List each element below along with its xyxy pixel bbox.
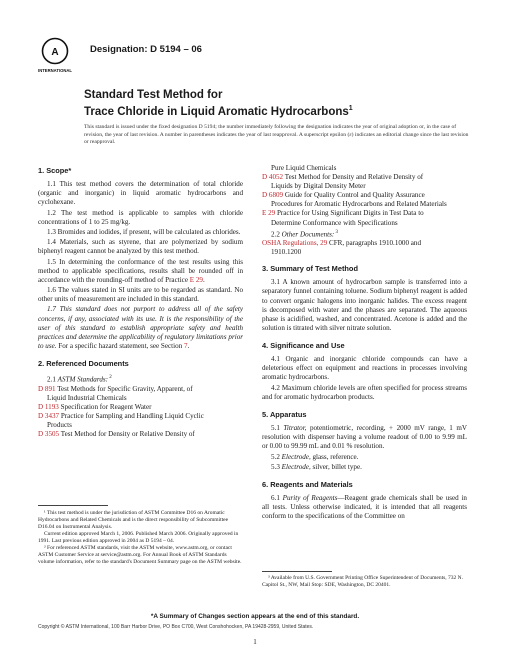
page-title: [84, 89, 464, 119]
reagents-heading: 6. Reagents and Materials: [262, 480, 353, 490]
ref-link[interactable]: D 1193: [38, 402, 59, 411]
reagents-6-1: 6.1 Purity of Reagents—Reagent grade chemicals shall be used in all tests. Unless otherwise indicated, it is intended that all reagents conform to the specifications of the Committee on: [262, 494, 467, 521]
other-documents-label: 2.2 Other Documents: $^3$: [271, 229, 338, 239]
osha-reference: OSHA Regulations, 29 CFR, paragraphs 1910.1000 and: [262, 239, 422, 248]
significance-4-2: 4.2 Maximum chloride levels are often specified for process streams and for aromatic hydrocarbon products.: [262, 383, 467, 401]
reference-item: D 4052 Test Method for Density and Relative Density of: [262, 173, 424, 182]
ref-link[interactable]: D 6809: [262, 191, 284, 200]
title-line-1: Standard Test Method for: [84, 89, 223, 101]
reference-item: E 29 Practice for Using Significant Digits in Test Data to: [262, 209, 424, 218]
footnote-2: ² For referenced ASTM standards, visit the ASTM website, www.astm.org, or contact ASTM Customer Service at service@astm.org. For Annual Book of ASTM Standards volume information, refer to the standard's Document Summary page on the ASTM website.: [38, 545, 242, 565]
scope-1-2: 1.2 The test method is applicable to samples with chloride concentrations of 1 to 25 mg/kg.: [38, 208, 243, 226]
scope-1-6: 1.6 The values stated in SI units are to be regarded as standard. No other units of measurement are included in this standard.: [38, 286, 243, 304]
link-section-7[interactable]: 7: [183, 341, 188, 350]
significance-4-1: 4.1 Organic and inorganic chloride compounds can have a deleterious effect on equipment and reactions in processes involving aromatic hydrocarbons.: [262, 355, 467, 382]
footnotes-left: [38, 510, 243, 566]
scope-1-1: 1.1 This test method covers the determination of total chloride (organic and inorganic) in liquid aromatic hydrocarbons and cyclohexane.: [38, 180, 243, 207]
page-number: 1: [253, 638, 257, 646]
scope-heading: 1. Scope*: [38, 166, 72, 175]
significance-heading: 4. Significance and Use: [262, 341, 345, 351]
apparatus-5-1: 5.1 Titrator, potentiometric, recording, + 2000 mV range, 1 mV resolution with dispenser having a volume readout of 0.00 to 9.99 mL or 0.00 to 99.99 mL and 0.01 % resolution.: [262, 424, 467, 451]
link-e29[interactable]: E 29: [189, 275, 203, 284]
reference-item: D 3437 Practice for Sampling and Handling Liquid Cyclic: [38, 411, 204, 420]
astm-logo: [38, 36, 72, 74]
footnote-1: ¹ This test method is under the jurisdiction of ASTM Committee D16 on Aromatic Hydrocarbons and Related Chemicals and is the direct responsibility of Subcommittee D16.04 on Instrumental Analysis.: [38, 510, 229, 530]
reference-item: D 6809 Guide for Quality Control and Quality Assurance: [262, 191, 425, 200]
reference-list-left: D 891 Test Methods for Specific Gravity, Apparent, of Liquid Industrial Chemicals D 1193 Specification for Reagent Water D 3437 Practice for Sampling and Handling Liquid Cyclic Products D 3505 Test Method for Density or Relative Density of: [38, 385, 243, 440]
summary-of-changes-note: *A Summary of Changes section appears at the end of this standard.: [150, 613, 360, 620]
left-column: [38, 164, 243, 439]
ref-link[interactable]: E 29: [262, 209, 276, 218]
ref-link[interactable]: D 3505: [38, 430, 60, 439]
summary-heading: 3. Summary of Test Method: [262, 264, 358, 274]
apparatus-5-2: 5.2 Electrode, glass, reference.: [271, 452, 359, 461]
footnote-1b: Current edition approved March 1, 2006. Published March 2006. Originally approved in 1991. Last previous edition approved in 2004 as D 5194 – 04.: [38, 531, 239, 544]
ref-link[interactable]: D 3437: [38, 411, 60, 420]
osha-link[interactable]: OSHA Regulations, 29: [262, 239, 328, 248]
scope-1-7: 1.7 This standard does not purport to address all of the safety concerns, if any, associated with its use. It is the responsibility of the user of this standard to establish appropriate safety and health practices and determine the applicability of regulatory limitations prior to use. For a specific hazard statement, see Section 7.: [38, 305, 243, 350]
scope-1-3: 1.3 Bromides and iodides, if present, will be calculated as chlorides.: [47, 227, 241, 236]
reference-item: D 891 Test Methods for Specific Gravity, Apparent, of: [38, 384, 193, 393]
reference-item: D 1193 Specification for Reagent Water: [38, 402, 152, 411]
reference-item: D 3505 Test Method for Density or Relative Density of: [38, 430, 195, 439]
scope-1-4: 1.4 Materials, such as styrene, that are polymerized by sodium biphenyl reagent cannot be analyzed by this test method.: [38, 238, 243, 256]
footnotes-right: [262, 575, 472, 589]
referenced-heading: 2. Referenced Documents: [38, 359, 129, 369]
apparatus-5-3: 5.3 Electrode, silver, billet type.: [271, 462, 362, 471]
summary-3-1: 3.1 A known amount of hydrocarbon sample is transferred into a separatory funnel containing toluene. Sodium biphenyl reagent is added to convert organic halogens into inorganic halides. The excess reagent is decomposed with water and the phases are separated. The aqueous phase is acidified, washed, and concentrated. Acetone is added and the solution is titrated with silver nitrate solution.: [262, 278, 467, 332]
right-column: Pure Liquid Chemicals D 4052 Test Method for Density and Relative Density of Liquids by Digital Density Meter D 6809 Guide for Quality Control and Quality Assurance Procedures for Aromatic Hydrocarbons and Related Materials E 29 Practice for Using Significant Digits in Test Data to Determine Conformance with Specifications 2.2 Other Documents: $^3$ OSHA Regulations, 29 CFR, paragraphs 1910.1000 and 1910.1200 3. Summary of Test Method 3.1 A known amount of hydrocarbon sample is transferred into a separatory funnel containing toluene. Sodium biphenyl reagent is added to convert organic halogens into inorganic halides. The excess reagent is decomposed with water and the phases are separated. The aqueous phase is acidified, washed, and concentrated. Acetone is added and the solution is titrated with silver nitrate solution. 4. Significance and Use 4.1 Organic and inorganic chloride compounds can have a deleterious effect on equipment and reactions in processes involving aromatic hydrocarbons. 4.2 Maximum chloride levels are often specified for process streams and for aromatic hydrocarbon products. 5. Apparatus 5.1 Titrator, potentiometric, recording, + 2000 mV range, 1 mV resolution with dispenser having a volume readout of 0.00 to 9.99 mL or 0.00 to 99.99 mL and 0.01 % resolution. 5.2 Electrode, glass, reference. 5.3 Electrode, silver, billet type. 6. Reagents and Materials 6.1 Purity of Reagents—Reagent grade chemicals shall be used in all tests. Unless otherwise indicated, it is intended that all reagents conform to the specifications of the Committee on: [262, 164, 467, 521]
svg-text:A: A: [51, 47, 59, 58]
title-line-2: Trace Chloride in Liquid Aromatic Hydrocarbons$^1$: [84, 105, 353, 118]
ref-link[interactable]: D 4052: [262, 173, 284, 182]
logo-text: INTERNATIONAL: [38, 68, 72, 73]
ref-link[interactable]: D 891: [38, 384, 56, 393]
designation: Designation: D 5194 – 06: [90, 44, 202, 55]
copyright: Copyright © ASTM International, 100 Barr Harbor Drive, PO Box C700, West Conshohocken, PA 19428-2959, United States.: [38, 624, 314, 630]
astm-standards-label: 2.1 ASTM Standards: $^2$: [47, 375, 112, 384]
scope-1-5: 1.5 In determining the conformance of the test results using this method to applicable specifications, results shall be rounded off in accordance with the rounding-off method of Practice E 29.: [38, 257, 243, 284]
footnote-3: ³ Available from U.S. Government Printing Office Superintendent of Documents, 732 N. Capitol St., NW, Mail Stop: SDE, Washington, DC 20401.: [262, 575, 463, 588]
issue-notice: This standard is issued under the fixed designation D 5194; the number immediately following the designation indicates the year of original adoption or, in the case of revision, the year of last revision. A number in parentheses indicates the year of last reapproval. A superscript epsilon (ε) indicates an editorial change since the last revision or reapproval.: [84, 124, 469, 146]
apparatus-heading: 5. Apparatus: [262, 410, 307, 420]
